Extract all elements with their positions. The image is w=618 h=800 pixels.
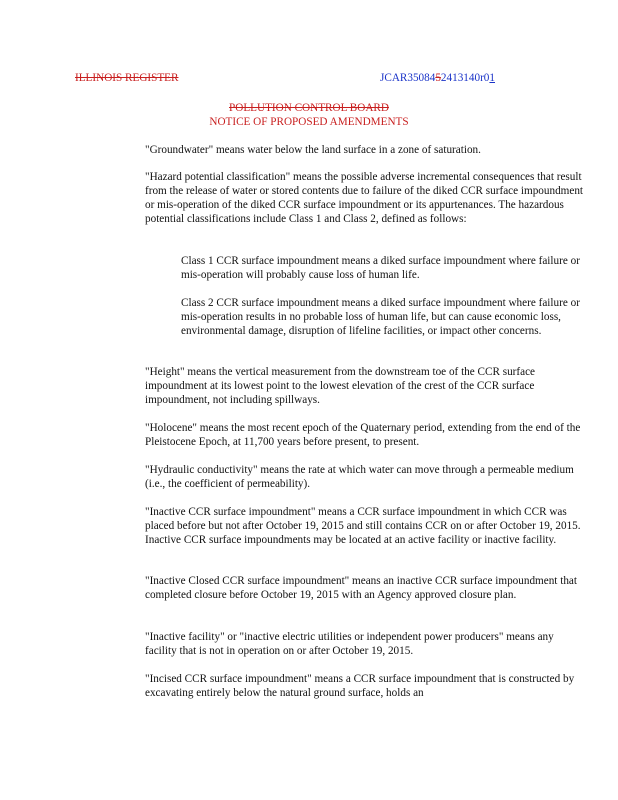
jcar-struck-digit: 5	[435, 72, 441, 84]
jcar-mid: 2413140r0	[440, 72, 490, 84]
jcar-prefix: JCAR35084	[380, 72, 436, 84]
board-name: POLLUTION CONTROL BOARD	[229, 102, 389, 114]
definition-groundwater: "Groundwater" means water below the land surface in a zone of saturation.	[145, 144, 481, 156]
definition-hazard-potential: "Hazard potential classification" means the possible adverse incremental consequences that result from the release of water or stored contents due to failure of the diked CCR surface impoundment or mis-operation of the diked CCR surface impoundment or its appurtenances. The hazardous potential classifications include Class 1 and Class 2, defined as follows:	[145, 171, 584, 225]
definition-incised: "Incised CCR surface impoundment" means a CCR surface impoundment that is constructed by excavating entirely below the natural ground surface, holds an	[145, 673, 575, 699]
definition-inactive-closed: "Inactive Closed CCR surface impoundment" means an inactive CCR surface impoundment that completed closure before October 19, 2015 with an Agency approved closure plan.	[145, 575, 577, 601]
definition-inactive-ccr: "Inactive CCR surface impoundment" means a CCR surface impoundment in which CCR was placed before but not after October 19, 2015 and still contains CCR on or after October 19, 2015. Inactive CCR surface impoundments may be located at an active facility or inactive facility.	[145, 506, 581, 546]
jcar-number	[380, 71, 495, 85]
definition-inactive-facility: "Inactive facility" or "inactive electric utilities or independent power producers" means any facility that is not in operation on or after October 19, 2015.	[145, 631, 554, 657]
definition-hydraulic-conductivity: "Hydraulic conductivity" means the rate at which water can move through a permeable medium (i.e., the coefficient of permeability).	[145, 464, 574, 490]
definition-height: "Height" means the vertical measurement from the downstream toe of the CCR surface impoundment at its lowest point to the lowest elevation of the crest of the CCR surface impoundment, not including spillways.	[145, 366, 536, 406]
notice-title: NOTICE OF PROPOSED AMENDMENTS	[209, 116, 409, 128]
jcar-inserted-digit: 1	[489, 72, 495, 84]
register-header: ILLINOIS REGISTER	[75, 72, 179, 84]
definition-holocene: "Holocene" means the most recent epoch of the Quaternary period, extending from the end of the Pleistocene Epoch, at 11,700 years before present, to present.	[145, 422, 581, 448]
definition-class-2: Class 2 CCR surface impoundment means a diked surface impoundment where failure or mis-operation results in no probable loss of human life, but can cause economic loss, environmental damage, disruption of lifeline facilities, or impact other concerns.	[181, 297, 580, 337]
definition-class-1: Class 1 CCR surface impoundment means a diked surface impoundment where failure or mis-operation will probably cause loss of human life.	[181, 255, 580, 281]
